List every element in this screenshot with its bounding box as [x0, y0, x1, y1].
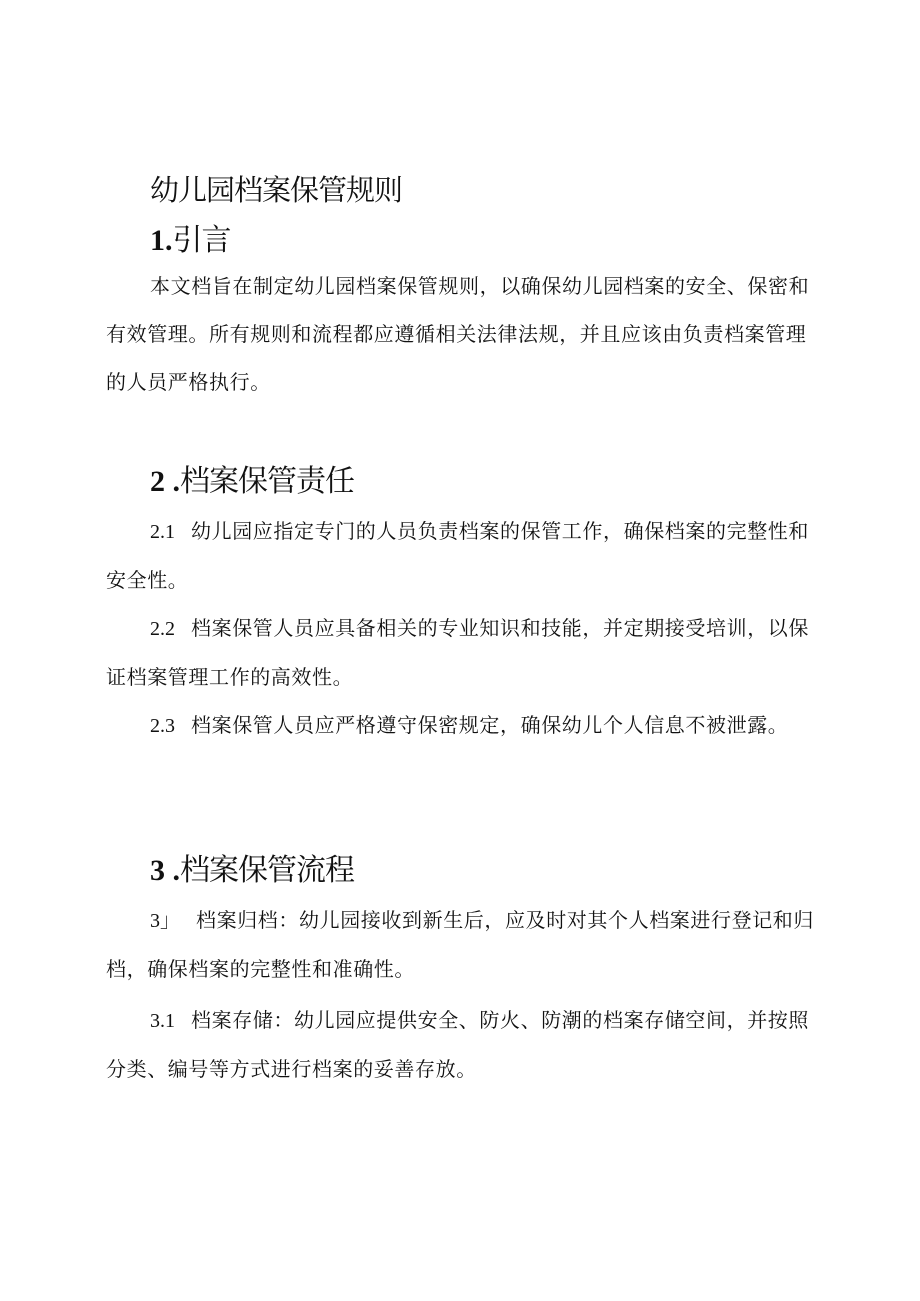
- clause-number: 3」: [150, 910, 180, 932]
- paragraph-text: 档案归档：幼儿园接收到新生后，应及时对其个人档案进行登记和归档，确保档案的完整性和准确性。: [106, 908, 814, 981]
- section-1-paragraph-1: [106, 262, 826, 406]
- paragraph-text: 幼儿园应指定专门的人员负责档案的保管工作，确保档案的完整性和安全性。: [106, 519, 809, 592]
- clause-number: 2.2: [150, 618, 175, 640]
- section-3-title: 档案保管流程: [180, 853, 354, 888]
- section-2-2-paragraph: [106, 604, 826, 701]
- section-1-heading: [150, 221, 231, 261]
- section-1-title: 引言: [172, 223, 231, 258]
- clause-number: 2.3: [150, 715, 175, 737]
- section-2-3-paragraph: [106, 701, 826, 750]
- section-2-heading: [150, 462, 354, 502]
- section-3-number: 3 .: [150, 854, 180, 887]
- section-3-heading: [150, 851, 354, 891]
- paragraph-text: 档案保管人员应严格遵守保密规定，确保幼儿个人信息不被泄露。: [191, 713, 789, 737]
- section-3-1-paragraph: [106, 896, 826, 993]
- document-title: 幼儿园档案保管规则: [150, 173, 403, 207]
- paragraph-text: 本文档旨在制定幼儿园档案保管规则，以确保幼儿园档案的安全、保密和有效管理。所有规则和流程都应遵循相关法律法规，并且应该由负责档案管理的人员严格执行。: [106, 274, 810, 394]
- section-2-title: 档案保管责任: [180, 464, 354, 499]
- section-1-number: 1.: [150, 224, 173, 257]
- clause-number: 2.1: [150, 521, 175, 543]
- paragraph-text: 档案存储：幼儿园应提供安全、防火、防潮的档案存储空间，并按照分类、编号等方式进行档案的妥善存放。: [106, 1008, 809, 1081]
- section-3-2-paragraph: [106, 996, 826, 1093]
- clause-number: 3.1: [150, 1010, 175, 1032]
- paragraph-text: 档案保管人员应具备相关的专业知识和技能，并定期接受培训，以保证档案管理工作的高效性。: [106, 616, 809, 689]
- section-2-1-paragraph: [106, 507, 826, 604]
- section-2-number: 2 .: [150, 465, 180, 498]
